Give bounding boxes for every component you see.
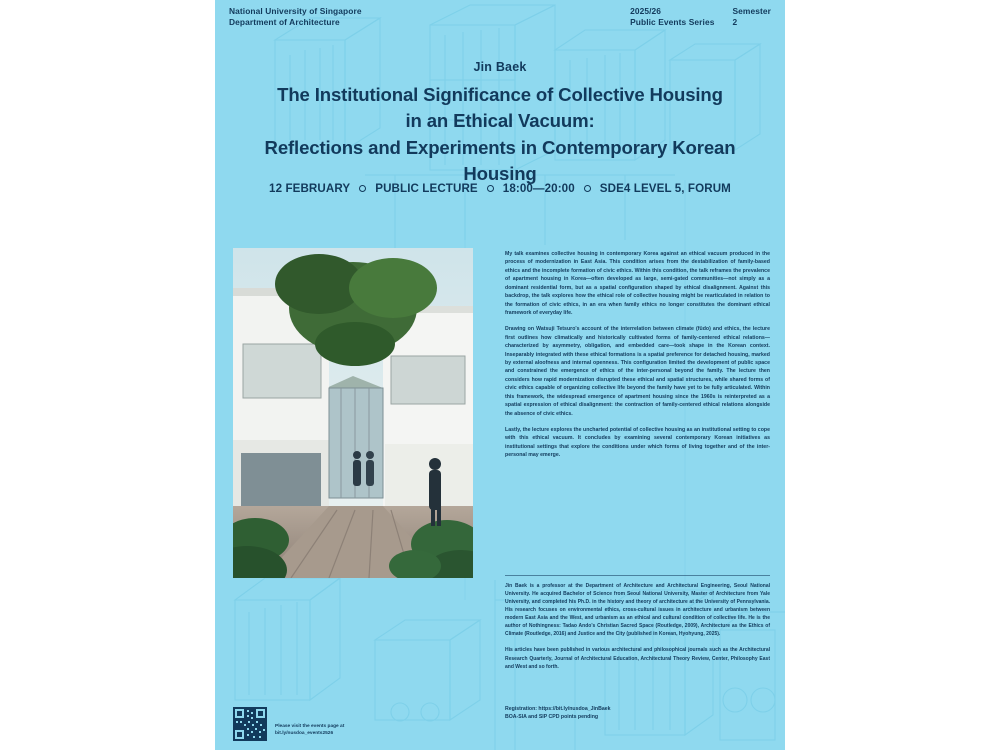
qr-caption: Please visit the events page at bit.ly/nusdoa_events2526	[275, 724, 345, 736]
event-date: 12 FEBRUARY	[269, 182, 351, 195]
series-block	[630, 6, 714, 28]
lecture-title	[239, 82, 761, 188]
bio-paragraph-2: His articles have been published in various architectural and philosophical journals such as the Architectural Research Quarterly, Journal of Architectural Education, Architectural Theory Review, Center, Philosophy East and West and so forth.	[505, 647, 770, 670]
separator-dot-icon	[487, 185, 494, 192]
semester-number: 2	[732, 17, 738, 28]
title-line-2: in an Ethical Vacuum:	[405, 110, 595, 132]
event-venue: SDE4 LEVEL 5, FORUM	[599, 182, 731, 195]
registration-link[interactable]: Registration: https://bit.ly/nusdoa_JinBaek	[505, 706, 611, 712]
speaker-biography	[505, 575, 770, 679]
bio-paragraph-1: Jin Baek is a professor at the Department of Architecture and Architectural Engineering, Seoul National University. He acquired Bachelor of Science from Seoul National University, Master of Architecture from Yale University, and completed his Ph.D. in the history and theory of architecture at the University of Pennsylvania. His research focuses on environmental ethics, cross-cultural issues in architecture and urbanism between modern East Asia and the West, and urbanism as an ethical and cultural condition of collective life. He is the author of Nothingness: Tadao Ando's Christian Sacred Space (Routledge, 2009), Architecture as the Ethics of Climate (Routledge, 2016) and Justice and the City (published in Korean, Hyohyung, 2025).	[505, 582, 770, 638]
abstract-paragraph-1: My talk examines collective housing in contemporary Korea against an ethical vacuum produced in the process of modernization in East Asia. This condition arises from the destabilization of family-based ethics and the incomplete formation of civic ethics. Within this condition, the talk reframes the prevalence of apartment housing in Korea—often developed as large, semi-gated communities—not simply as a dominant residential form, but as a spatial configuration shaped by ethical disalignment. Against this backdrop, the talk explores how the ethical role of collective housing might be rearticulated in relation to the formation of civic ethics, in an era when family ethics no longer constitutes the dominant ethical framework of everyday life.	[505, 251, 770, 316]
lecture-photograph	[233, 248, 473, 578]
institution-line-1: National University of Singapore	[229, 6, 362, 16]
qr-code-icon[interactable]	[233, 707, 267, 741]
abstract-paragraph-2: Drawing on Watsuji Tetsuro's account of the interrelation between climate (fūdo) and ethics, the lecture first outlines how climatically and historically cultivated forms of family-centered ethical relations—characterized by asymmetry, obligation, and embedded care—took shape in the Korean context. Inseparably integrated with these ethical formations is a spatial preference for detached housing, marked by external aloofness and internal openness. This configuration limited the development of public space and constrained the emergence of ethics of the inter-personal beyond the family. The lecture then considers how rapid modernization disrupted these ethical and spatial structures, while shared forms of civic ethics capable of organizing collective life beyond the family have yet to be fully articulated. Within this framework, the widespread emergence of apartment housing since the 1960s is reinterpreted as a spatial expression of ethical disalignment: the contraction of family-centered ethical relations alongside the absence of civic ethics.	[505, 326, 770, 417]
series-name: Public Events Series	[630, 17, 715, 28]
abstract-text	[505, 250, 770, 468]
abstract-paragraph-3: Lastly, the lecture explores the uncharted potential of collective housing as an institutional setting to cope with this ethical vacuum. It concludes by examining several contemporary Korean initiatives as institutional settings that explore the conditions under which forms of living together and of the inter-personal may emerge.	[505, 427, 770, 459]
series-year: 2025/26	[630, 6, 662, 16]
semester-label: Semester	[732, 6, 771, 16]
event-details-strip	[215, 182, 785, 195]
semester-block	[732, 6, 771, 28]
registration-block	[505, 705, 770, 722]
event-poster	[215, 0, 785, 750]
title-line-1: The Institutional Significance of Collective Housing	[277, 84, 723, 105]
poster-header	[229, 6, 771, 28]
divider	[505, 575, 770, 576]
speaker-name: Jin Baek	[473, 60, 527, 74]
title-line-3: Reflections and Experiments in Contemporary Korean Housing	[264, 136, 736, 185]
cpd-points-note: BOA-SIA and SIP CPD points pending	[505, 714, 599, 721]
event-time: 18:00—20:00	[502, 182, 575, 195]
separator-dot-icon	[584, 185, 591, 192]
separator-dot-icon	[359, 185, 366, 192]
institution-line-2: Department of Architecture	[229, 17, 340, 28]
institution-block	[229, 6, 362, 28]
event-type: PUBLIC LECTURE	[375, 182, 478, 195]
